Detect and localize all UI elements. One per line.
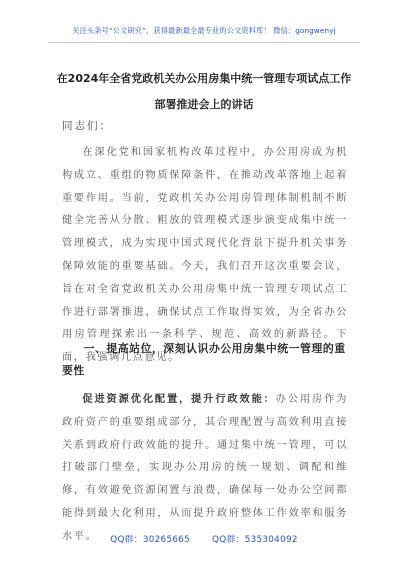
paragraph-resource-optimization xyxy=(62,388,348,549)
document-title: 在2024年全省党政机关办公用房集中统一管理专项试点工作部署推进会上的讲话 xyxy=(56,72,352,111)
footer-qq-group-1: QQ群：30265665 xyxy=(110,535,191,545)
paragraph-intro: 在深化党和国家机构改革过程中，办公用房成为机构成立、重组的物质保障条件，在推动改革落地上起着重要作用。当前，党政机关办公用房管理体制机制不断健全完善从分散、粗放的管理模式逐步演变成集中统一管理模式，成为实现中国式现代化背景下提升机关事务保障效能的重要基础。今天，我们召开这次重要会议，旨在对全省党政机关办公用房集中统一管理专项试点工作进行部署推进，确保试点工作取得实效，为全省办公用房管理探索出一条科学、规范、高效的新路径。下面，我强调几点意见。 xyxy=(62,147,348,364)
header-promo: 关注头条号“公文研究”，获得最新最全最专业的公文资料库！ 微信：gongwenyj xyxy=(48,26,360,43)
paragraph-body: 办公用房作为政府资产的重要组成部分，其合理配置与高效利用直接关系到政府行政效能的提升。通过集中统一管理，可以打破部门壁垒，实现办公用房的统一规划、调配和维修，有效避免资源闲置与浪费，确保每一处办公空间都能得到最大化利用，从而提升政府整体工作效率和服务水平。 xyxy=(62,394,348,542)
salutation: 同志们： xyxy=(62,120,112,132)
footer-qq-group-2: QQ群：535304092 xyxy=(212,535,298,545)
footer xyxy=(0,532,408,545)
paragraph-lead: 促进资源优化配置，提升行政效能： xyxy=(82,393,276,405)
section-heading-1: 一、提高站位，深刻认识办公用房集中统一管理的重要性 xyxy=(62,342,346,377)
